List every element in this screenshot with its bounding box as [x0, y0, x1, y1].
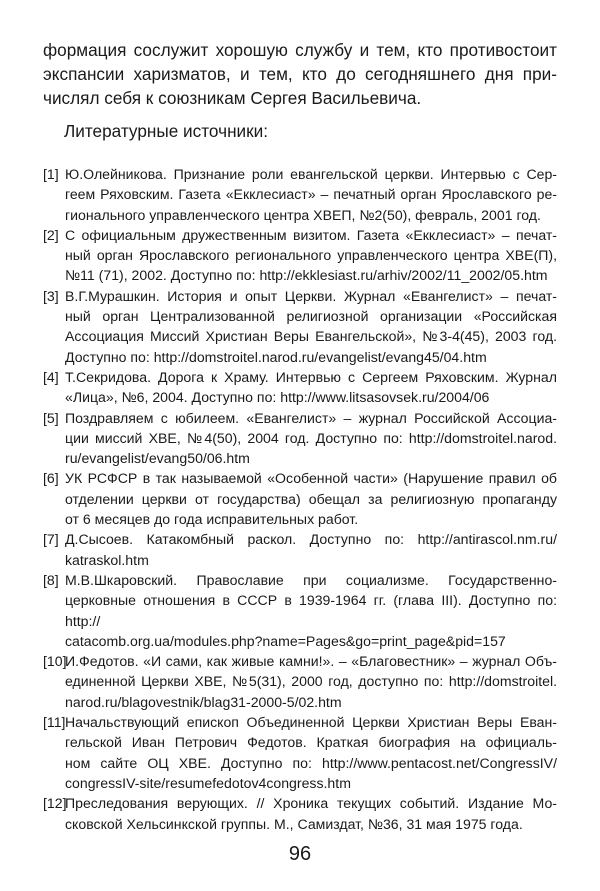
reference-line: №11 (71), 2002. Доступно по: http://ekklesiast.ru/arhiv/2002/11_2002/05.htm — [65, 267, 548, 284]
reference-line: М.В.Шкаровский. Православие при социализме. Государственно- — [65, 571, 557, 588]
paragraph-line: формация сослужит хорошую службу и тем, кто противостоит — [43, 40, 557, 60]
reference-item — [43, 286, 557, 367]
reference-line: Ю.Олейникова. Признание роли евангельской церкви. Интервью с Сер- — [65, 166, 557, 182]
reference-number: [11] — [43, 714, 66, 731]
reference-number: [1] — [43, 166, 59, 182]
reference-number: [12] — [43, 795, 67, 812]
references-list — [43, 164, 557, 834]
reference-item — [43, 468, 557, 529]
reference-line: katraskol.htm — [65, 551, 149, 568]
reference-line: Начальствующий епископ Объединенной Церкви Христиан Веры Еван- — [65, 714, 557, 731]
reference-number: [8] — [43, 571, 59, 588]
reference-line: ru/evangelist/evang50/06.htm — [65, 450, 250, 467]
reference-line: геем Ряховским. Газета «Екклесиаст» – печатный орган Ярославского ре- — [65, 186, 557, 203]
paragraph-line: числял себя к союзникам Сергея Васильевича. — [43, 88, 422, 108]
reference-line: catacomb.org.ua/modules.php?name=Pages&go=print_page&pid=157 — [65, 632, 506, 649]
reference-item — [43, 651, 557, 712]
reference-line: ном сайте ОЦ ХВЕ. Доступно по: http://www.pentacost.net/CongressIV/ — [65, 754, 557, 771]
paragraph-line: экспансии харизматов, и тем, кто до сегодняшнего дня при- — [43, 64, 557, 84]
reference-line: В.Г.Мурашкин. История и опыт Церкви. Журнал «Евангелист» – печат- — [65, 287, 557, 304]
reference-line: congressIV-site/resumefedotov4congress.htm — [65, 774, 351, 791]
reference-line: ции миссий ХВЕ, №4(50), 2004 год. Доступно по: http://domstroitel.narod. — [65, 429, 557, 446]
reference-item — [43, 529, 557, 570]
reference-line: И.Федотов. «И сами, как живые камни!». – «Благовестник» – журнал Объ- — [65, 653, 557, 670]
reference-line: церковные отношения в СССР в 1939-1964 гг. (глава III). Доступно по: http:// — [65, 592, 557, 629]
reference-item — [43, 712, 557, 793]
reference-line: ный орган Централизованной религиозной организации «Российская — [65, 308, 557, 325]
reference-item — [43, 225, 557, 286]
reference-line: УК РСФСР в так называемой «Особенной части» (Нарушение правил об — [65, 470, 557, 487]
reference-item — [43, 367, 557, 408]
reference-line: narod.ru/blagovestnik/blag31-2000-5/02.htm — [65, 693, 342, 710]
reference-line: «Лица», №6, 2004. Доступно по: http://www.litsasovsek.ru/2004/06 — [65, 389, 490, 406]
page-number: 96 — [288, 843, 312, 865]
reference-number: [4] — [43, 368, 59, 385]
reference-line: от 6 месяцев до года исправительных работ. — [65, 511, 359, 528]
reference-line: ный орган Ярославского регионального управленческого центра ХВЕ(П), — [65, 247, 557, 264]
reference-line: Преследования верующих. // Хроника текущих событий. Издание Мо- — [65, 795, 557, 812]
references-heading: Литературные источники: — [64, 121, 269, 141]
reference-item — [43, 408, 557, 469]
reference-item — [43, 793, 557, 834]
reference-number: [5] — [43, 409, 59, 426]
reference-line: Ассоциация Миссий Христиан Веры Евангельской», №3-4(45), 2003 год. — [65, 328, 557, 345]
reference-line: сковской Хельсинкской группы. М., Самиздат, №36, 31 мая 1975 года. — [65, 815, 523, 832]
reference-line: Д.Сысоев. Катакомбный раскол. Доступно по: http://antirascol.nm.ru/ — [65, 531, 557, 548]
reference-line: С официальным дружественным визитом. Газета «Екклесиаст» – печат- — [65, 226, 557, 243]
reference-line: Поздравляем с юбилеем. «Евангелист» – журнал Российской Ассоциа- — [65, 409, 557, 426]
reference-line: гионального управленческого центра ХВЕП, №2(50), февраль, 2001 год. — [65, 206, 541, 223]
reference-number: [3] — [43, 287, 59, 304]
reference-line: Т.Секридова. Дорога к Храму. Интервью с Сергеем Ряховским. Журнал — [65, 368, 557, 385]
reference-number: [6] — [43, 470, 59, 487]
reference-number: [10] — [43, 653, 67, 670]
reference-number: [2] — [43, 226, 59, 243]
reference-number: [7] — [43, 531, 59, 548]
reference-item — [43, 570, 557, 651]
reference-line: гельской Иван Петрович Федотов. Краткая биография на официаль- — [65, 734, 557, 751]
reference-line: Доступно по: http://domstroitel.narod.ru/evangelist/evang45/04.htm — [65, 348, 487, 365]
reference-item — [43, 164, 557, 225]
body-paragraph — [43, 38, 557, 110]
reference-line: единенной Церкви ХВЕ, №5(31), 2000 год, доступно по: http://domstroitel. — [65, 673, 557, 690]
reference-line: отделении церкви от государства) обещал за религиозную пропаганду — [65, 490, 557, 507]
